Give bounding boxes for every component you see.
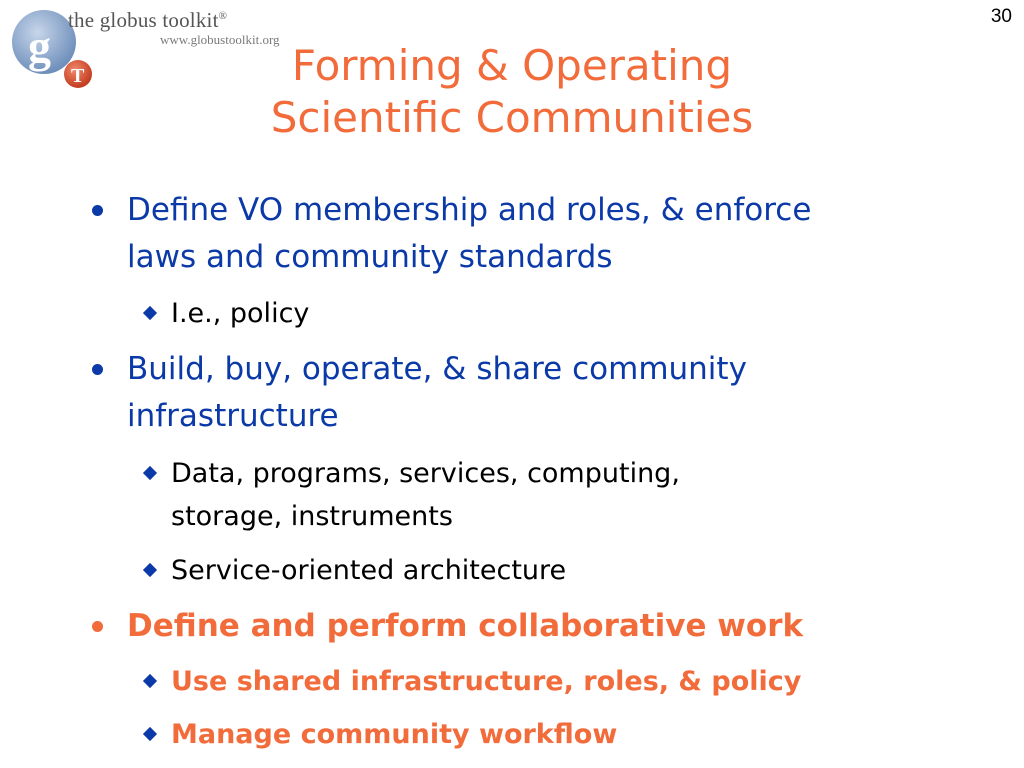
slide-number: 30 xyxy=(990,6,1012,27)
logo-letter-t: T xyxy=(71,65,85,87)
sub-bullet-text: I.e., policy xyxy=(171,298,310,329)
sub-bullet-text: Use shared infrastructure, roles, & policy xyxy=(171,666,802,697)
logo-letter-g: g xyxy=(28,21,51,72)
sub-bullet-item xyxy=(171,452,971,538)
bullet-text-line: infrastructure xyxy=(127,398,339,434)
sub-bullet-text: Service-oriented architecture xyxy=(171,555,567,586)
sub-bullet-text: Data, programs, services, computing, xyxy=(171,458,680,489)
bullet-diamond-icon xyxy=(143,563,157,577)
bullet-diamond-icon xyxy=(143,727,157,741)
bullet-item-highlighted xyxy=(127,603,987,650)
registered-mark: ® xyxy=(218,10,228,22)
bullet-dot-icon xyxy=(92,364,103,375)
bullet-item xyxy=(127,187,987,281)
title-line-1: Forming & Operating xyxy=(291,41,733,90)
bullet-text-line: laws and community standards xyxy=(127,239,613,275)
sub-bullet-item-highlighted xyxy=(171,713,971,756)
bullet-diamond-icon xyxy=(143,466,157,480)
bullet-item xyxy=(127,346,987,440)
sub-bullet-item-highlighted xyxy=(171,660,971,703)
sub-bullet-text: Manage community workflow xyxy=(171,719,618,750)
bullet-diamond-icon xyxy=(143,306,157,320)
sub-bullet-text: storage, instruments xyxy=(171,501,453,532)
logo-name: the globus toolkit® xyxy=(68,8,228,32)
bullet-dot-icon xyxy=(92,621,103,632)
bullet-diamond-icon xyxy=(143,674,157,688)
title-line-2: Scientific Communities xyxy=(270,93,754,142)
logo-url: www.globustoolkit.org xyxy=(160,32,280,47)
sub-bullet-item xyxy=(171,292,971,335)
bullet-text-line: Build, buy, operate, & share community xyxy=(127,351,747,387)
bullet-dot-icon xyxy=(92,205,103,216)
sub-bullet-item xyxy=(171,549,971,592)
bullet-text-line: Define VO membership and roles, & enforce xyxy=(127,192,812,228)
bullet-text-line: Define and perform collaborative work xyxy=(127,608,804,644)
